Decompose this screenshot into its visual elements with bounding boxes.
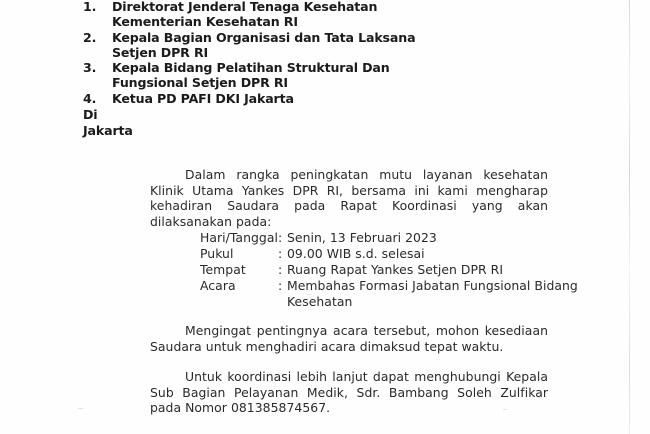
addressee-item-line: Kementerian Kesehatan RI: [112, 14, 298, 30]
detail-value: Ruang Rapat Yankes Setjen DPR RI: [287, 261, 504, 277]
addressee-item-line: Kepala Bidang Pelatihan Struktural Dan: [112, 60, 390, 76]
detail-colon: :: [278, 230, 283, 245]
addressee-item-lines: [112, 91, 553, 106]
addressee-item-lines: [112, 60, 553, 91]
addressee-item-line: Fungsional Setjen DPR RI: [112, 75, 288, 91]
paragraph-koordinasi: Untuk koordinasi lebih lanjut dapat menghubungi Kepala Sub Bagian Pelayanan Medik, Sdr. Bambang Soleh Zulfikar pada Nomor 081385874567.: [150, 369, 548, 416]
addressee-item-number: 1.: [83, 0, 97, 14]
scan-speck: [78, 408, 83, 409]
meeting-details-block: [200, 230, 580, 310]
paragraph-mengingat: Mengingat pentingnya acara tersebut, mohon kesediaan Saudara untuk menghadiri acara dimaksud tepat waktu.: [150, 323, 548, 354]
addressee-at-label: Di: [83, 107, 98, 123]
addressee-item: [83, 30, 553, 61]
addressee-item-number: 2.: [83, 29, 97, 45]
detail-row: [200, 262, 580, 278]
addressee-item: [83, 60, 553, 91]
detail-row: [200, 278, 580, 294]
addressee-at-city: Jakarta: [83, 122, 133, 138]
addressee-item-number: 4.: [83, 90, 97, 106]
addressee-item-line: Ketua PD PAFI DKI Jakarta: [112, 90, 294, 106]
detail-row: [200, 230, 580, 246]
detail-value-continuation: Kesehatan: [287, 293, 353, 309]
detail-value: 09.00 WIB s.d. selesai: [287, 245, 425, 261]
paragraph-opening: Dalam rangka peningkatan mutu layanan kesehatan Klinik Utama Yankes DPR RI, bersama ini kami mengharap kehadiran Saudara pada Rapat Koordinasi yang akan dilaksanakan pada:: [150, 167, 548, 229]
addressee-item-line: Kepala Bagian Organisasi dan Tata Laksana: [112, 29, 416, 45]
detail-label: Tempat: [200, 261, 246, 277]
detail-label: Acara: [200, 277, 236, 293]
detail-label: Pukul: [200, 245, 234, 261]
addressee-item-lines: [112, 0, 553, 30]
addressee-block: [83, 0, 553, 138]
detail-colon: :: [278, 245, 283, 261]
addressee-item-line: Setjen DPR RI: [112, 44, 209, 60]
addressee-item: [83, 91, 553, 106]
detail-label: Hari/Tanggal: [200, 230, 278, 245]
scan-artifact-line: [629, 0, 630, 434]
detail-value: Senin, 13 Februari 2023: [287, 230, 437, 245]
addressee-item-number: 3.: [83, 60, 97, 76]
addressee-item-line: Direktorat Jenderal Tenaga Kesehatan: [112, 0, 378, 14]
addressee-item: [83, 0, 553, 30]
detail-colon: :: [278, 277, 283, 293]
detail-value: Membahas Formasi Jabatan Fungsional Bidang: [287, 277, 578, 293]
detail-row: [200, 246, 580, 262]
addressee-item-lines: [112, 30, 553, 61]
detail-colon: :: [278, 261, 283, 277]
